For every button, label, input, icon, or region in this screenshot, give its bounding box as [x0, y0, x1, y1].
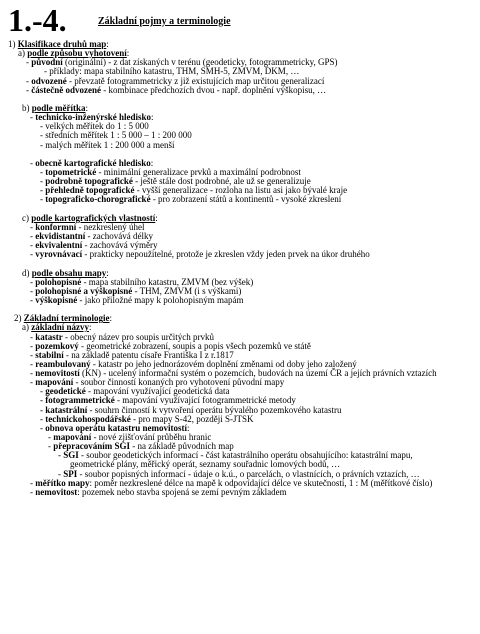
text-run: : pozemek nebo stavba spojená se zemí pevným základem [77, 486, 287, 497]
text-run: - [30, 230, 36, 241]
term: ekvivalentní [35, 240, 83, 251]
text-run: 2) [14, 313, 24, 324]
text-run: c) [22, 212, 32, 223]
term: základní názvy [31, 322, 90, 333]
term: odvozené [31, 75, 67, 86]
term: reambulovaný [35, 358, 91, 369]
term: konformní [35, 221, 77, 232]
outline-line [0, 250, 480, 259]
text-run: a) [18, 48, 28, 59]
text-run: - prakticky nepoužitelné, protože je zkreslen vždy jeden prvek na úkor druhého [82, 249, 370, 260]
outline-line [0, 296, 480, 305]
text-run: - [26, 75, 32, 86]
text-run: : poměr nezkreslené délce na mapě k odpovídající délce ve skutečnosti, 1 : M (měřítkové číslo) [89, 477, 433, 488]
text-run: - [30, 112, 36, 123]
text-run: - převzatě fotogrammetricky z již existujících map určitou generalizací [66, 75, 325, 86]
text-run: - [40, 413, 46, 424]
term: podle obsahu mapy [31, 267, 107, 278]
document-body [0, 40, 480, 497]
term: podle způsobu vyhotovení [27, 48, 127, 59]
text-run: - [26, 57, 32, 68]
text-run: - [40, 176, 46, 187]
text-run: geometrické plány, měřický operát, seznamy souřadnic lomových bodů, … [70, 459, 341, 470]
text-run: - vyšší generalizace - rozloha na listu asi jako bývalé kraje [134, 185, 348, 196]
text-run: - pro zobrazení států a kontinentů - vysoké zkreslení [150, 194, 342, 205]
text-run: - [58, 468, 64, 479]
text-run: - [30, 285, 36, 296]
text-run: - [30, 294, 36, 305]
text-run: - [30, 249, 36, 260]
term: nemovitost [35, 486, 78, 497]
term: pozemkový [35, 340, 79, 351]
term: mapování [35, 377, 74, 388]
text-run: (originální) - z dat získaných v terénu (geodeticky, fotogrammetricky, GPS) [62, 57, 338, 68]
outline-line [0, 195, 480, 204]
term: obnova operátu katastru nemovitostí [45, 422, 188, 433]
text-run: - [30, 377, 36, 388]
text-run: : [106, 39, 109, 49]
text-run: - zachovává výměry [82, 240, 158, 251]
text-run: : [89, 322, 92, 333]
term: katastrální [45, 404, 88, 415]
text-run: - mapa stabilního katastru, ZMVM (bez výšek) [81, 276, 254, 287]
term: polohopisné a výškopisné [35, 285, 133, 296]
text-run: - soubor popisných informací - údaje o k.ú., o parcelách, o vlastnících, o právních vztazích, … [77, 468, 420, 479]
text-run: - [40, 194, 46, 205]
chapter-number: 1.-4. [8, 2, 67, 38]
text-run: - [40, 166, 46, 177]
term: mapování [53, 432, 92, 443]
text-run: : [106, 267, 109, 278]
text-run: : [85, 102, 89, 113]
text-run: : [126, 48, 130, 59]
text-run: - mapování využívající fotogrammetrické metody [114, 395, 296, 406]
term: měřítko mapy [35, 477, 90, 488]
text-run: - zachovává délky [85, 230, 153, 241]
term: výškopisné [35, 294, 78, 305]
text-run: : [150, 157, 154, 168]
text-run: - velkých měřítek do 1 : 5 000 [40, 121, 149, 132]
text-run: - obecný název pro soupis určitých prvků [62, 331, 214, 342]
text-run: - [40, 386, 46, 397]
outline-line [0, 141, 480, 150]
text-run: - [30, 240, 36, 251]
text-run: - [30, 368, 36, 379]
term: podle kartografických vlastností [31, 212, 156, 223]
text-run: - na základě původních map [130, 441, 234, 452]
term: Klasifikace druhů map [17, 39, 107, 49]
text-run: - THM, ZMVM (i s výškami) [132, 285, 242, 296]
text-run: - [30, 221, 36, 232]
text-run: - nové zjišťování průběhu hranic [91, 432, 212, 443]
text-run: - [30, 331, 36, 342]
text-run: : [155, 212, 158, 223]
text-run: - soubor činností konaných pro vyhotovení původní mapy [73, 377, 285, 388]
text-run: - soubor geodetických informací - část katastrálního operátu obsahujícího: katastrální mapu, [78, 450, 413, 461]
chapter-title: Základní pojmy a terminologie [98, 16, 231, 27]
text-run: : [109, 313, 113, 324]
text-run: - [48, 432, 54, 443]
text-run: - [30, 477, 36, 488]
text-run: - geometrické zobrazení, soupis a popis všech pozemků ve státě [78, 340, 311, 351]
term: vyrovnávací [35, 249, 83, 260]
chapter-header [8, 0, 67, 40]
text-run: - [30, 486, 36, 497]
term: topograficko-chorografické [45, 194, 151, 205]
text-run: - středních měřítek 1 : 5 000 – 1 : 200 000 [40, 130, 192, 141]
term: přehledně topografické [45, 185, 135, 196]
term: Základní terminologie [23, 313, 110, 324]
text-run: b) [22, 102, 32, 113]
text-run: - příklady: mapa stabilního katastru, THM, SMH-5, ZMVM, DKM, … [44, 66, 300, 77]
text-run: - nezkreslený úhel [76, 221, 145, 232]
text-run: - katastr po jeho jednorázovém doplnění změnami od doby jeho založený [90, 358, 357, 369]
term: geodetické [45, 386, 86, 397]
text-run: a) [22, 322, 32, 333]
outline-line [0, 86, 480, 95]
text-run: 1) [8, 39, 18, 49]
term: obecně kartografické hledisko [35, 157, 151, 168]
text-run: - [30, 358, 36, 369]
text-run: - mapování využívající geodetická data [85, 386, 230, 397]
outline-line [0, 488, 480, 497]
text-run: - minimální generalizace prvků a maximální podrobnost [96, 166, 301, 177]
term: SGI [63, 450, 79, 461]
term: technickohospodářské [45, 413, 131, 424]
text-run: d) [22, 267, 32, 278]
term: podrobně topografické [45, 176, 133, 187]
term: katastr [35, 331, 63, 342]
term: polohopisné [35, 276, 82, 287]
text-run: (KN) - ucelený informační systém o pozemcích, budovách na území ČR a jejích právních vztazích [79, 368, 437, 379]
term: podle měřítka [31, 102, 86, 113]
text-run: - [58, 450, 64, 461]
text-run: - [30, 276, 36, 287]
text-run: - [40, 395, 46, 406]
term: přepracováním SGI [53, 441, 131, 452]
text-run: - souhrn činností k vytvoření operátu bývalého pozemkového katastru [87, 404, 342, 415]
term: původní [31, 57, 63, 68]
text-run: - [48, 441, 54, 452]
text-run: - [40, 422, 46, 433]
text-run: - [40, 185, 46, 196]
text-run: - [40, 404, 46, 415]
text-run: - ještě stále dost podrobné, ale už se generalizuje [132, 176, 311, 187]
text-run: : [187, 422, 190, 433]
term: topometrické [45, 166, 97, 177]
text-run: - kombinace předchozích dvou - např. doplnění výškopisu, … [100, 84, 327, 95]
term: technicko-inženýrské hledisko [35, 112, 152, 123]
text-run: - [30, 157, 36, 168]
text-run: : [151, 112, 154, 123]
term: částečně odvozené [31, 84, 101, 95]
term: fotogrammetrické [45, 395, 115, 406]
term: SPI [63, 468, 78, 479]
text-run: - [30, 349, 36, 360]
text-run: - [26, 84, 32, 95]
text-run: - malých měřítek 1 : 200 000 a menší [40, 139, 175, 150]
term: stabilní [35, 349, 64, 360]
text-run: - jako přiložné mapy k polohopisným mapám [77, 294, 244, 305]
term: ekvidistantní [35, 230, 86, 241]
text-run: - pro mapy S-42, později S-JTSK [130, 413, 254, 424]
text-run: - [30, 340, 36, 351]
text-run: - na základě patentu císaře Františka I z r.1817 [63, 349, 234, 360]
term: nemovitostí [35, 368, 80, 379]
